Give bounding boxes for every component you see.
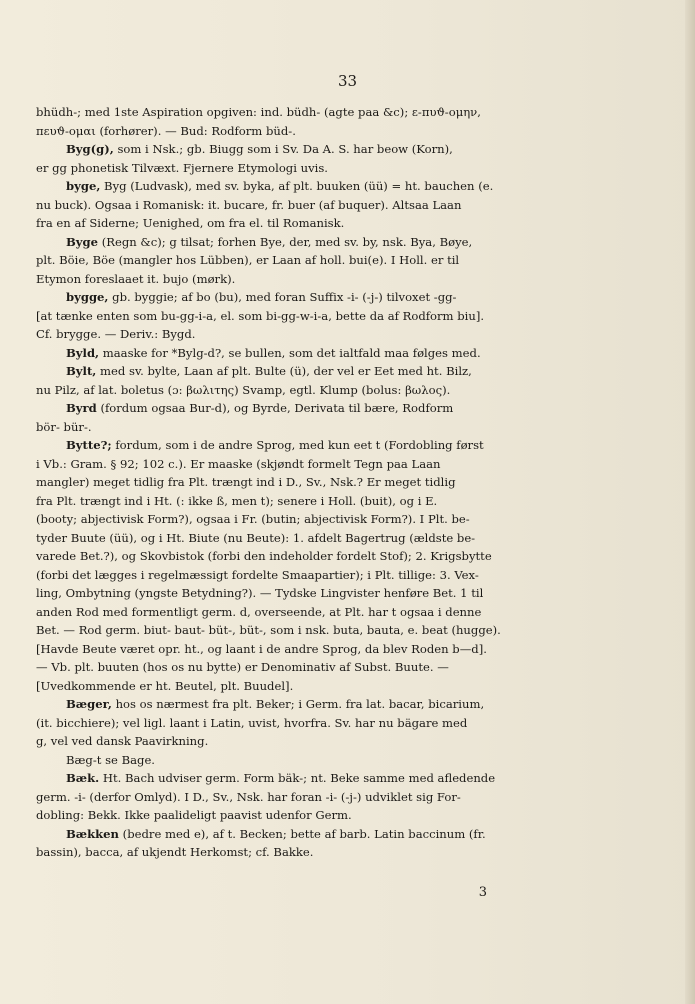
line-text: mangler) meget tidlig fra Plt. trængt ind i D., Sv., Nsk.? Er meget tidlig xyxy=(36,475,456,489)
line-text: Etymon foreslaaet it. bujo (mørk). xyxy=(36,271,236,286)
headword: Bæger, xyxy=(66,697,112,711)
line-text: Ht. Bach udviser germ. Form bäk-; nt. Beke samme med afledende xyxy=(99,771,496,785)
text-line xyxy=(36,640,582,659)
headword: Byg(g), xyxy=(66,142,114,156)
text-line xyxy=(36,695,582,714)
text-line xyxy=(36,843,582,862)
line-text: — Vb. plt. buuten (hos os nu bytte) er Denominativ af Subst. Buute. — xyxy=(36,660,449,674)
line-text: anden Rod med formentligt germ. d, overseende, at Plt. har t ogsaa i denne xyxy=(36,604,482,619)
text-line xyxy=(36,103,582,122)
headword: Bæk. xyxy=(66,771,100,785)
text-line xyxy=(36,603,582,622)
text-line xyxy=(36,177,582,196)
headword: Bytte?; xyxy=(66,438,112,452)
line-text: bassin), bacca, af ukjendt Herkomst; cf. Bakke. xyxy=(36,845,314,859)
line-text: hos os nærmest fra plt. Beker; i Germ. fra lat. bacar, bicarium, xyxy=(111,697,485,711)
text-line xyxy=(36,492,582,511)
line-text: ling, Ombytning (yngste Betydning?). — Tydske Lingvister henføre Bet. 1 til xyxy=(36,586,484,600)
line-text: Bæg-t se Bage. xyxy=(66,752,155,767)
line-text: tyder Buute (üü), og i Ht. Biute (nu Beute): 1. afdelt Bagertrug (ældste be- xyxy=(36,530,476,545)
line-text: Cf. brygge. — Deriv.: Bygd. xyxy=(36,327,196,341)
text-line xyxy=(36,418,582,437)
line-text: bhüdh-; med 1ste Aspiration opgiven: ind. büdh- (agte paa &c); ε-πυϑ-ομην, xyxy=(36,105,481,119)
text-line xyxy=(36,825,582,844)
text-line xyxy=(36,233,582,252)
line-text: Byg (Ludvask), med sv. byka, af plt. buuken (üü) = ht. bauchen (e. xyxy=(100,179,494,193)
text-line xyxy=(36,677,582,696)
text-line xyxy=(36,381,582,400)
text-line xyxy=(36,806,582,825)
line-text: [Havde Beute været opr. ht., og laant i de andre Sprog, da blev Roden b—d]. xyxy=(36,641,487,656)
line-text: Bet. — Rod germ. biut- baut- büt-, büt-, som i nsk. buta, bauta, e. beat (hugge). xyxy=(36,623,501,637)
text-line xyxy=(36,307,582,326)
line-text: [Uvedkommende er ht. Beutel, plt. Buudel]. xyxy=(36,678,294,693)
text-line xyxy=(36,196,582,215)
line-text: fordum, som i de andre Sprog, med kun eet t (Fordobling først xyxy=(111,438,484,452)
line-text: [at tænke enten som bu-gg-i-a, el. som bi-gg-w-i-a, bette da af Rodform biu]. xyxy=(36,308,485,323)
text-line xyxy=(36,159,582,178)
text-line xyxy=(36,547,582,566)
line-text: med sv. bylte, Laan af plt. Bulte (ü), der vel er Eet med ht. Bilz, xyxy=(96,364,472,378)
signature-mark: 3 xyxy=(478,885,487,900)
line-text: (fordum ogsaa Bur-d), og Byrde, Derivata til bære, Rodform xyxy=(96,401,454,415)
page-number: 33 xyxy=(337,72,358,90)
text-line xyxy=(36,288,582,307)
text-line xyxy=(36,344,582,363)
page-edge-shadow xyxy=(685,0,695,1004)
line-text: fra Plt. trængt ind i Ht. (: ikke ß, men t); senere i Holl. (buit), og i E. xyxy=(36,493,438,508)
text-line xyxy=(36,270,582,289)
text-line xyxy=(36,251,582,270)
text-line xyxy=(36,732,582,751)
text-line xyxy=(36,436,582,455)
line-text: bör- bür-. xyxy=(36,419,92,434)
text-line xyxy=(36,399,582,418)
line-text: som i Nsk.; gb. Biugg som i Sv. Da A. S. har beow (Korn), xyxy=(113,142,453,156)
text-line xyxy=(36,658,582,677)
headword: byge, xyxy=(66,179,101,193)
text-line xyxy=(36,788,582,807)
text-line xyxy=(36,325,582,344)
text-line xyxy=(36,122,582,141)
line-text: (Regn &c); g tilsat; forhen Bye, der, med sv. by, nsk. Bya, Bøye, xyxy=(98,234,473,249)
text-line xyxy=(36,621,582,640)
text-line xyxy=(36,769,582,788)
line-text: (bedre med e), af t. Becken; bette af barb. Latin baccinum (fr. xyxy=(118,826,486,841)
headword: Bylt, xyxy=(66,364,97,378)
line-text: (booty; abjectivisk Form?), ogsaa i Fr. (butin; abjectivisk Form?). I Plt. be- xyxy=(36,512,470,526)
headword: Byge xyxy=(66,234,99,249)
text-line xyxy=(36,566,582,585)
line-text: varede Bet.?), og Skovbistok (forbi den indeholder fordelt Stof); 2. Krigsbytte xyxy=(36,549,492,563)
text-line xyxy=(36,455,582,474)
text-line xyxy=(36,362,582,381)
text-line xyxy=(36,529,582,548)
text-line xyxy=(36,714,582,733)
dictionary-text xyxy=(36,103,582,862)
line-text: nu Pilz, af lat. boletus (ɔ: βωλιτης) Svamp, egtl. Klump (bolus: βωλος). xyxy=(36,382,451,397)
headword: Byld, xyxy=(66,345,100,360)
line-text: er gg phonetisk Tilvæxt. Fjernere Etymologi uvis. xyxy=(36,160,328,175)
text-line xyxy=(36,584,582,603)
headword: bygge, xyxy=(66,290,109,304)
line-text: fra en af Siderne; Uenighed, om fra el. til Romanisk. xyxy=(36,216,345,230)
text-line xyxy=(36,214,582,233)
text-line xyxy=(36,140,582,159)
text-line xyxy=(36,751,582,770)
line-text: i Vb.: Gram. § 92; 102 c.). Er maaske (skjøndt formelt Tegn paa Laan xyxy=(36,456,441,471)
line-text: plt. Böie, Böe (mangler hos Lübben), er Laan af holl. bui(e). I Holl. er til xyxy=(36,253,460,267)
line-text: (it. bicchiere); vel ligl. laant i Latin, uvist, hvorfra. Sv. har nu bägare med xyxy=(36,715,468,730)
headword: Bækken xyxy=(66,826,119,841)
line-text: maaske for *Bylg-d?, se bullen, som det ialtfald maa følges med. xyxy=(99,345,481,360)
text-line xyxy=(36,473,582,492)
line-text: dobling: Bekk. Ikke paalideligt paavist udenfor Germ. xyxy=(36,808,352,822)
line-text: (forbi det lægges i regelmæssigt fordelte Smaapartier); i Plt. tillige: 3. Vex- xyxy=(36,567,479,582)
line-text: germ. -i- (derfor Omlyd). I D., Sv., Nsk. har foran -i- (-j-) udviklet sig For- xyxy=(36,789,461,804)
text-line xyxy=(36,510,582,529)
line-text: nu buck). Ogsaa i Romanisk: it. bucare, fr. buer (af buquer). Altsaa Laan xyxy=(36,197,462,212)
line-text: gb. byggie; af bo (bu), med foran Suffix -i- (-j-) tilvoxet -gg- xyxy=(108,290,457,304)
headword: Byrd xyxy=(66,401,97,415)
line-text: πευϑ-ομαι (forhører). — Bud: Rodform büd-. xyxy=(36,123,296,138)
line-text: g, vel ved dansk Paavirkning. xyxy=(36,734,209,748)
